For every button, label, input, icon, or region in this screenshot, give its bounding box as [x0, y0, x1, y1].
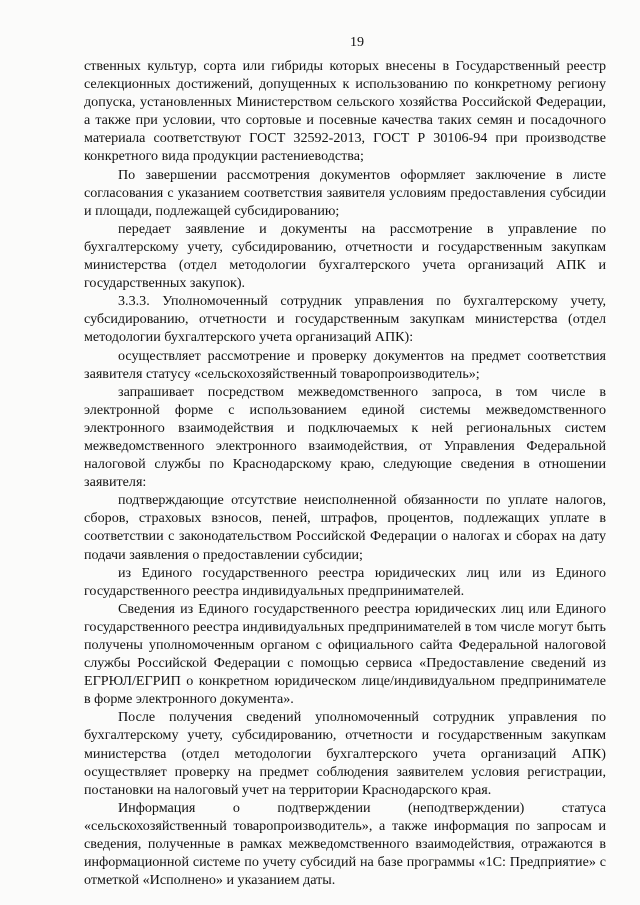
paragraph-5: осуществляет рассмотрение и проверку документов на предмет соответствия заявителя статусу «сельскохозяйственный товаропроизводитель»;: [84, 347, 606, 382]
paragraph-8: из Единого государственного реестра юридических лиц или из Единого государственного реестра индивидуальных предпринимателей.: [84, 564, 606, 599]
paragraph-9: Сведения из Единого государственного реестра юридических лиц или Единого государственного реестра индивидуальных предпринимателей в том числе могут быть получены уполномоченным органом с официального сайта Федеральной налоговой службы Российской Федерации с помощью сервиса «Предоставление сведений из ЕГРЮЛ/ЕГРИП о конкретном юридическом лице/индивидуальном предпринимателе в форме электронного документа».: [84, 600, 606, 708]
page-number: 19: [349, 34, 365, 50]
paragraph-4: 3.3.3. Уполномоченный сотрудник управления по бухгалтерскому учету, субсидированию, отчетности и государственным закупкам министерства (отдел методологии бухгалтерского учета организаций АПК):: [84, 293, 606, 346]
paragraph-3: передает заявление и документы на рассмотрение в управление по бухгалтерскому учету, субсидированию, отчетности и государственным закупкам министерства (отдел методологии бухгалтерского учета организаций АПК и государственных закупок).: [84, 220, 606, 292]
paragraph-11: Информация о подтверждении (неподтверждении) статуса «сельскохозяйственный товаропроизводитель», а также информация по запросам и сведения, полученные в рамках межведомственного взаимодействия, отражаются в информационной системе по учету субсидий на базе программы «1С: Предприятие» с отметкой «Исполнено» и указанием даты.: [84, 799, 606, 889]
paragraph-7: подтверждающие отсутствие неисполненной обязанности по уплате налогов, сборов, страховых взносов, пеней, штрафов, процентов, подлежащих уплате в соответствии с законодательством Российской Федерации о налогах и сборах на дату подачи заявления о предоставлении субсидии;: [84, 492, 606, 563]
paragraph-1: ственных культур, сорта или гибриды которых внесены в Государственный реестр селекционных достижений, допущенных к использованию по конкретному региону допуска, установленных Министерством сельского хозяйства Российской Федерации, а также при условии, что сортовые и посевные качества таких семян и посадочного материала соответствуют ГОСТ 32592-2013, ГОСТ Р 30106-94 при производстве конкретного вида продукции растениеводства;: [84, 58, 606, 165]
paragraph-6: запрашивает посредством межведомственного запроса, в том числе в электронной форме с использованием единой системы межведомственного электронного взаимодействия и подключаемых к ней региональных систем межведомственного электронного взаимодействия, от Управления Федеральной налоговой службы по Краснодарскому краю, следующие сведения в отношении заявителя:: [84, 383, 606, 491]
paragraph-10: После получения сведений уполномоченный сотрудник управления по бухгалтерскому учету, субсидированию, отчетности и государственным закупкам министерства (отдел методологии бухгалтерского учета организаций АПК) осуществляет проверку на предмет соблюдения заявителем условия регистрации, постановки на налоговый учет на территории Краснодарского края.: [84, 709, 606, 798]
paragraph-2: По завершении рассмотрения документов оформляет заключение в листе согласования с указанием соответствия заявителя условиям предоставления субсидии и площади, подлежащей субсидированию;: [84, 166, 606, 219]
